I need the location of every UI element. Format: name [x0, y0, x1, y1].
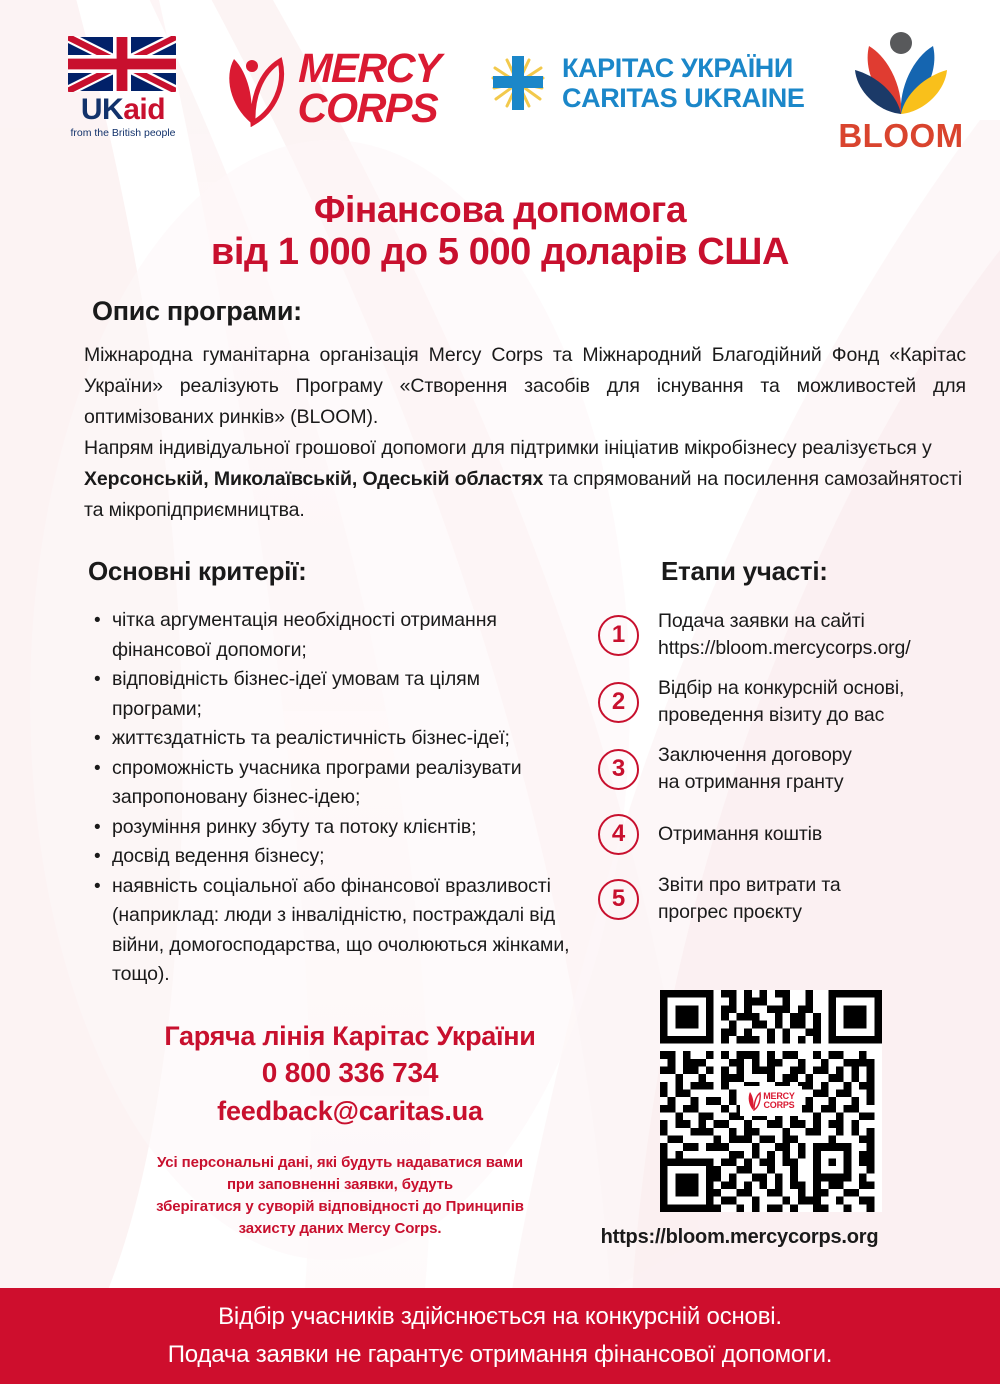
stage-text [658, 608, 911, 662]
title-line-2: від 1 000 до 5 000 доларів США [210, 231, 790, 273]
footer-banner [0, 1288, 1000, 1384]
list-item: • чітка аргументація необхідності отримання фінансової допомоги; [92, 606, 572, 665]
stage-item-5 [598, 872, 998, 926]
ukaid-word-uk: UK [80, 93, 124, 126]
stage-number-badge: 4 [598, 814, 639, 855]
caritas-line-1: КАРІТАС УКРАЇНИ [562, 53, 793, 83]
mercy-corps-wordmark [297, 45, 441, 131]
union-jack-flag-icon [68, 36, 176, 92]
description-body [84, 340, 966, 526]
description-p2-part-b: та спрямований на посилення самозайнятості та мікропідприємництва. [84, 468, 963, 521]
qr-logo-line-2: CORPS [763, 1100, 795, 1110]
mercy-corps-leaf-icon [218, 49, 288, 127]
privacy-line-2: при заповненні заявки, будуть [226, 1176, 454, 1193]
qr-code-icon[interactable] [660, 990, 882, 1212]
stages-list [598, 608, 998, 939]
stage-text [658, 742, 852, 796]
qr-logo-line-1: MERCY [763, 1090, 795, 1101]
poster-title [0, 188, 1000, 274]
stage-text-line-1: Отримання коштів [658, 822, 823, 845]
stage-item-1 [598, 608, 998, 662]
stage-text-line-1: Заключення договору [658, 744, 852, 766]
stage-item-2 [598, 675, 998, 729]
list-item: • спроможність учасника програми реалізувати запропоновану бізнес-ідею; [92, 754, 572, 813]
hotline-email[interactable]: feedback@caritas.ua [217, 1096, 483, 1126]
stage-text [658, 872, 841, 926]
mercy-line-2: CORPS [297, 85, 438, 131]
stage-text-line-2: проведення візиту до вас [658, 704, 885, 726]
stage-number-badge: 5 [598, 879, 639, 920]
bloom-logo [836, 30, 966, 153]
privacy-line-3: зберігатися у суворій відповідності до Принципів [156, 1198, 524, 1215]
logo-strip [0, 22, 1000, 162]
description-p2-part-a: Напрям індивідуальної грошової допомоги для підтримки ініціатив мікробізнесу реалізується у [84, 437, 932, 459]
stage-text-line-2: на отримання гранту [658, 771, 844, 793]
stage-link-url[interactable]: https://bloom.mercycorps.org/ [658, 637, 911, 659]
qr-url-label[interactable]: https://bloom.mercycorps.org [600, 1226, 879, 1248]
stages-heading: Етапи участі: [661, 556, 828, 586]
ukaid-tagline: from the British people [70, 127, 176, 139]
caritas-wordmark [562, 53, 805, 113]
ukaid-wordmark [68, 94, 178, 126]
stage-text [658, 821, 822, 848]
list-item: • наявність соціальної або фінансової вразливості (наприклад: люди з інвалідністю, постраждалі від війни, домогосподарства, що очолюються жінками, тощо). [92, 872, 572, 990]
stage-text-line-1: Відбір на конкурсній основі, [658, 677, 905, 699]
stage-text-line-1: Подача заявки на сайті [658, 610, 865, 632]
stage-number-badge: 3 [598, 749, 639, 790]
caritas-line-2: CARITAS UKRAINE [562, 83, 805, 113]
mercy-corps-logo [218, 45, 441, 131]
stage-item-4 [598, 809, 998, 859]
description-heading: Опис програми: [92, 296, 302, 326]
privacy-line-1: Усі персональні дані, які будуть надаватися вами [156, 1154, 524, 1171]
stage-item-3 [598, 742, 998, 796]
list-item: • життєздатність та реалістичність бізнес-ідеї; [92, 724, 572, 754]
description-regions: Херсонській, Миколаївській, Одеській областях [84, 468, 544, 490]
hotline-block [70, 1018, 630, 1130]
stage-text [658, 675, 904, 729]
criteria-list [92, 606, 572, 990]
title-line-1: Фінансова допомога [313, 189, 687, 230]
list-item: • розуміння ринку збуту та потоку клієнтів; [92, 813, 572, 843]
qr-center-logo [740, 1086, 802, 1116]
privacy-note [86, 1152, 594, 1240]
footer-line-1: Відбір учасників здійснюється на конкурсній основі. [218, 1303, 782, 1330]
description-paragraph-1: Міжнародна гуманітарна організація Mercy Corps та Міжнародний Благодійний Фонд «Карітас України» реалізують Програму «Створення засобів для існування та можливостей для оптимізованих ринків» (BLOOM). [84, 344, 966, 428]
hotline-title: Гаряча лінія Карітас України [164, 1021, 536, 1051]
hotline-phone[interactable]: 0 800 336 734 [261, 1057, 439, 1088]
ukaid-logo [68, 36, 178, 139]
caritas-cross-icon [487, 52, 549, 114]
stage-number-badge: 1 [598, 615, 639, 656]
privacy-line-4: захисту даних Mercy Corps. [238, 1220, 442, 1237]
list-item: • досвід ведення бізнесу; [92, 842, 572, 872]
mercy-line-1: MERCY [297, 45, 441, 91]
list-item: • відповідність бізнес-ідеї умовам та цілям програми; [92, 665, 572, 724]
ukaid-word-aid: aid [123, 93, 166, 126]
footer-line-2: Подача заявки не гарантує отримання фінансової допомоги. [167, 1341, 833, 1368]
stage-text-line-1: Звіти про витрати та [658, 874, 841, 896]
bloom-flower-icon [837, 30, 965, 118]
criteria-heading: Основні критерії: [88, 556, 307, 586]
bloom-wordmark: BLOOM [838, 117, 964, 154]
mercy-corps-leaf-icon [747, 1091, 761, 1111]
description-paragraph-2 [84, 433, 966, 526]
stage-text-line-2: прогрес проєкту [658, 901, 802, 923]
caritas-ukraine-logo [487, 52, 805, 114]
qr-block [600, 990, 882, 1249]
stage-number-badge: 2 [598, 682, 639, 723]
